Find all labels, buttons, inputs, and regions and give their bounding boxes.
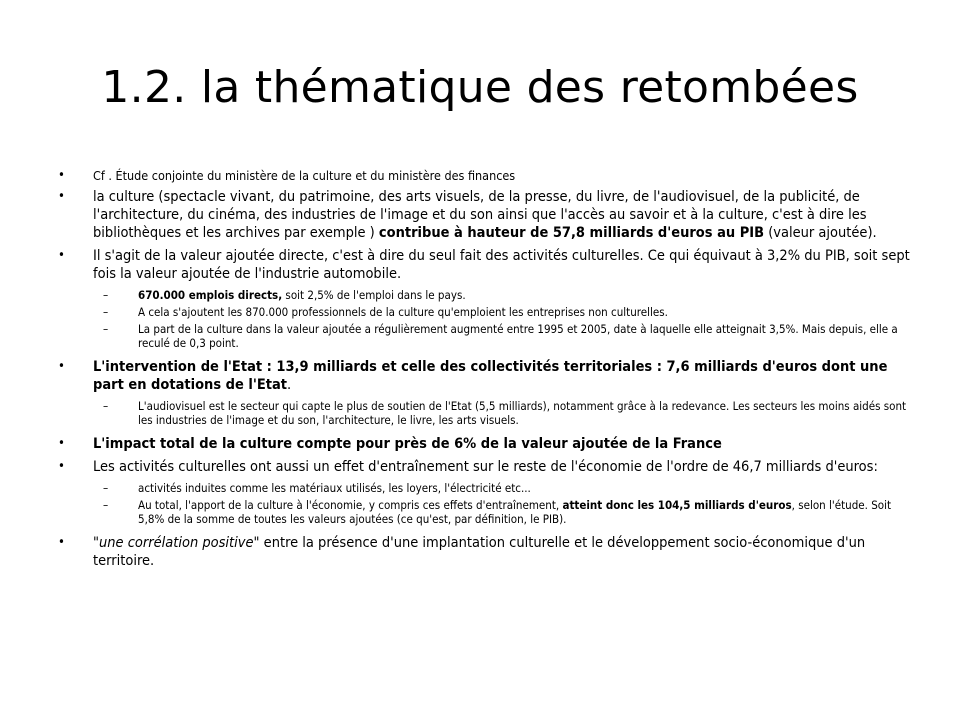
- dash-icon: –: [103, 498, 109, 512]
- bullet-icon: •: [58, 248, 65, 263]
- bullet-item-direct-value: [58, 247, 910, 283]
- sub-item-professionals: [58, 305, 910, 319]
- sub-item-text: L'audiovisuel est le secteur qui capte le plus de soutien de l'Etat (5,5 milliards), notamment grâce à la redevance. Les secteurs les moins aidés sont les industries de l'image et du son, l'architecture, le livre, les arts visuels.: [138, 399, 907, 427]
- bullet-icon: •: [58, 168, 65, 183]
- quote-open: ": [93, 535, 99, 551]
- sub-item-text: soit 2,5% de l'emploi dans le pays.: [282, 288, 466, 302]
- sub-item-audiovisual: [58, 399, 910, 427]
- sub-item-text: La part de la culture dans la valeur ajoutée a régulièrement augmenté entre 1995 et 2005, date à laquelle elle atteignait 3,5%. Mais depuis, elle a reculé de 0,3 point.: [138, 322, 898, 350]
- sub-item-text-end: , selon l'étude. Soit 5,8% de la somme de toutes les valeurs ajoutées (ce qu'est, par définition, le PIB).: [138, 498, 892, 526]
- slide-title: 1.2. la thématique des retombées: [101, 62, 859, 113]
- bullet-icon: •: [58, 359, 65, 374]
- bullet-item-culture-contribution: [58, 188, 910, 242]
- bullet-icon: •: [58, 436, 65, 451]
- bullet-item-ripple-effect: [58, 458, 910, 476]
- item-text: Cf . Étude conjointe du ministère de la culture et du ministère des finances: [93, 168, 516, 183]
- dash-icon: –: [103, 322, 109, 336]
- sub-item-direct-jobs: [58, 288, 910, 302]
- item-text: la culture (spectacle vivant, du patrimoine, des arts visuels, de la presse, du livre, de l'audiovisuel, de la publicité, de l'architecture, du cinéma, des industries de l'image et du son ainsi que l'accès au savoir et à la culture, c'est à dire les bibliothèques et les archives par exemple ): [93, 189, 867, 241]
- sub-item-induced-activities: [58, 481, 910, 495]
- dash-icon: –: [103, 288, 109, 302]
- quote-close: ": [253, 535, 260, 551]
- item-text: .: [287, 377, 292, 393]
- item-text: Il s'agit de la valeur ajoutée directe, c'est à dire du seul fait des activités culturelles. Ce qui équivaut à 3,2% du PIB, soit sept fois la valeur ajoutée de l'industrie automobile.: [93, 248, 910, 282]
- bullet-item-state-intervention: [58, 358, 910, 394]
- item-italic-text: une corrélation positive: [99, 535, 254, 551]
- item-bold-text: L'impact total de la culture compte pour près de 6% de la valeur ajoutée de la France: [93, 436, 722, 452]
- item-text-end: (valeur ajoutée).: [764, 225, 877, 241]
- sub-item-text: A cela s'ajoutent les 870.000 professionnels de la culture qu'emploient les entreprises non culturelles.: [138, 305, 668, 319]
- dash-icon: –: [103, 481, 109, 495]
- item-text: entre la présence d'une implantation culturelle et le développement socio-économique d'un territoire.: [93, 535, 866, 569]
- sub-item-text: activités induites comme les matériaux utilisés, les loyers, l'électricité etc...: [138, 481, 531, 495]
- sub-item-total-contribution: [58, 498, 910, 526]
- item-bold-text: contribue à hauteur de 57,8 milliards d'euros au PIB: [378, 225, 765, 241]
- slide-content: [58, 168, 910, 575]
- bullet-item-study-source: [58, 168, 910, 183]
- bullet-icon: •: [58, 459, 65, 474]
- dash-icon: –: [103, 399, 109, 413]
- item-bold-text: L'intervention de l'Etat : 13,9 milliards et celle des collectivités territoriales : 7,6 milliards d'euros dont une part en dotations de l'Etat: [93, 359, 888, 393]
- item-text: Les activités culturelles ont aussi un effet d'entraînement sur le reste de l'économie de l'ordre de 46,7 milliards d'euros:: [93, 459, 878, 475]
- sub-item-text: Au total, l'apport de la culture à l'économie, y compris ces effets d'entraînement,: [138, 498, 563, 512]
- bullet-item-positive-correlation: [58, 534, 910, 570]
- bullet-icon: •: [58, 535, 65, 550]
- sub-item-culture-share: [58, 322, 910, 350]
- sub-item-bold-text: atteint donc les 104,5 milliards d'euros: [562, 498, 792, 512]
- dash-icon: –: [103, 305, 109, 319]
- bullet-icon: •: [58, 189, 65, 204]
- bullet-item-total-impact: [58, 435, 910, 453]
- sub-item-bold-text: 670.000 emplois directs,: [138, 288, 283, 302]
